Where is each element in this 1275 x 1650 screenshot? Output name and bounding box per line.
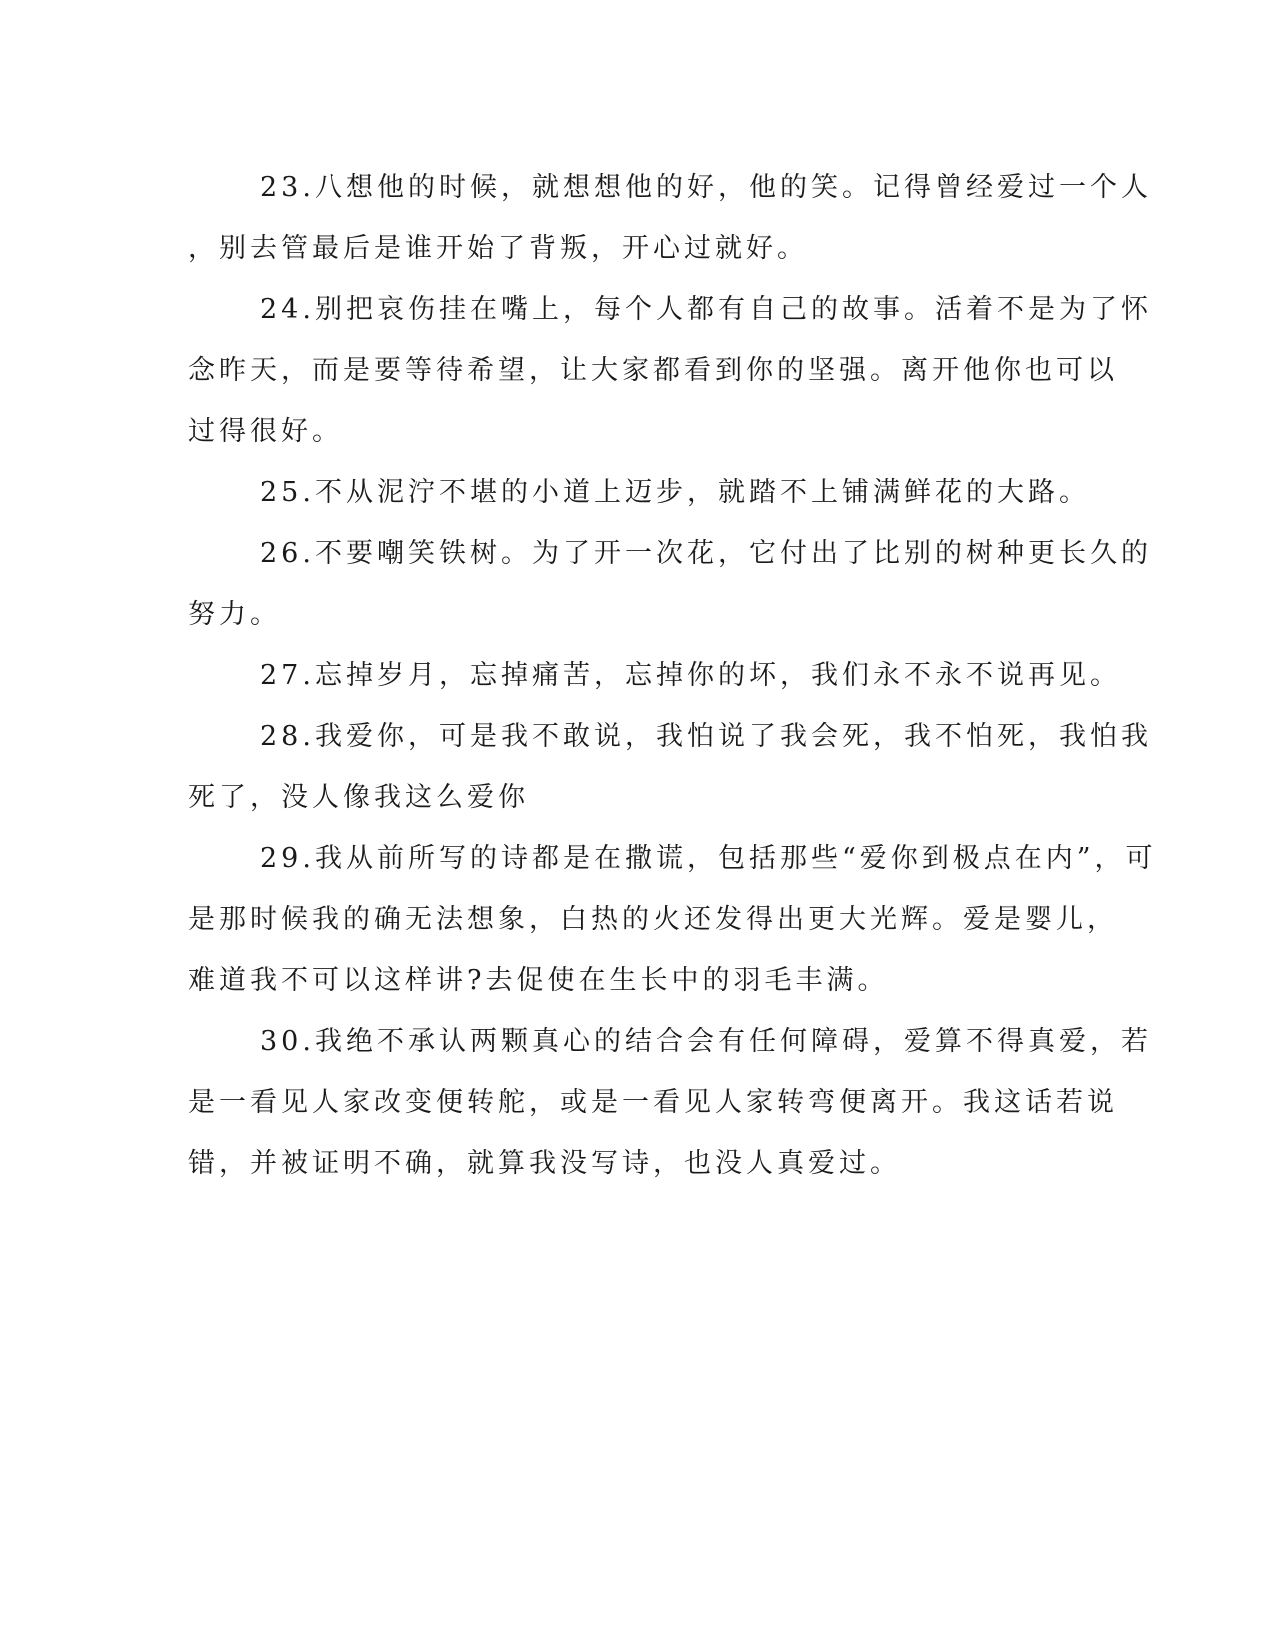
- paragraph-29: [188, 828, 1157, 1011]
- paragraph-line: ，别去管最后是谁开始了背叛，开心过就好。: [188, 233, 808, 264]
- paragraph-24: [188, 279, 1152, 462]
- paragraph-line: 是一看见人家改变便转舵，或是一看见人家转弯便离开。我这话若说: [188, 1087, 1118, 1118]
- document-body: [188, 157, 1157, 1194]
- paragraph-line: 是那时候我的确无法想象，白热的火还发得出更大光辉。爱是婴儿，: [188, 904, 1118, 935]
- paragraph-line: 难道我不可以这样讲?去促使在生长中的羽毛丰满。: [188, 965, 889, 996]
- paragraph-line: 过得很好。: [188, 416, 343, 447]
- paragraph-line: 念昨天，而是要等待希望，让大家都看到你的坚强。离开他你也可以: [188, 355, 1118, 386]
- paragraph-line: 29.我从前所写的诗都是在撒谎，包括那些“爱你到极点在内”，可: [260, 843, 1157, 874]
- paragraph-line: 错，并被证明不确，就算我没写诗，也没人真爱过。: [188, 1148, 901, 1179]
- paragraph-line: 27.忘掉岁月，忘掉痛苦，忘掉你的坏，我们永不永不说再见。: [260, 660, 1121, 691]
- paragraph-23: [188, 157, 1152, 279]
- paragraph-27: [188, 645, 1121, 706]
- paragraph-line: 26.不要嘲笑铁树。为了开一次花，它付出了比别的树种更长久的: [260, 538, 1152, 569]
- paragraph-line: 24.别把哀伤挂在嘴上，每个人都有自己的故事。活着不是为了怀: [260, 294, 1152, 325]
- paragraph-line: 30.我绝不承认两颗真心的结合会有任何障碍，爱算不得真爱，若: [260, 1026, 1152, 1057]
- paragraph-line: 死了，没人像我这么爱你: [188, 782, 529, 813]
- paragraph-28: [188, 706, 1152, 828]
- paragraph-25: [188, 462, 1088, 523]
- paragraph-30: [188, 1011, 1152, 1194]
- paragraph-line: 28.我爱你，可是我不敢说，我怕说了我会死，我不怕死，我怕我: [260, 721, 1152, 752]
- paragraph-26: [188, 523, 1152, 645]
- paragraph-line: 23.八想他的时候，就想想他的好，他的笑。记得曾经爱过一个人: [260, 172, 1152, 203]
- paragraph-line: 25.不从泥泞不堪的小道上迈步，就踏不上铺满鲜花的大路。: [260, 477, 1090, 508]
- paragraph-line: 努力。: [188, 599, 281, 630]
